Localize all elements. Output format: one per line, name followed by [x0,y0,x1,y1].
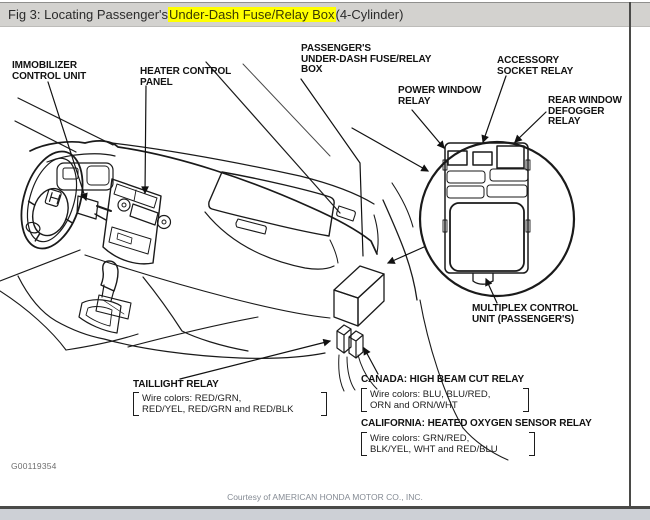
label-heater-control-panel: HEATER CONTROL PANEL [140,66,232,88]
note-canada-wire-colors: Wire colors: BLU, BLU/RED, ORN and ORN/WHT [361,388,529,412]
figure-title-prefix: Fig 3: Locating Passenger's [8,7,169,22]
label-canada-high-beam-cut-relay: CANADA: HIGH BEAM CUT RELAY [361,374,525,385]
right-frame-border [629,2,631,507]
glove-box [205,172,355,269]
leader-canada-relay [364,348,378,374]
side-vent [337,206,356,221]
label-multiplex-control-unit: MULTIPLEX CONTROL UNIT (PASSENGER'S) [472,303,579,325]
instrument-cluster [57,163,113,190]
note-taillight-wire-colors: Wire colors: RED/GRN, RED/YEL, RED/GRN and RED/BLK [133,392,327,416]
label-rear-window-defogger-relay: REAR WINDOW DEFOGGER RELAY [548,95,622,127]
fuse-box-detail [443,143,530,284]
console-shifter [0,250,325,358]
bottom-strip [0,509,650,520]
label-power-window-relay: POWER WINDOW RELAY [398,85,482,107]
floor-lines [0,255,330,350]
center-stack-heater-panel [103,179,171,264]
leader-power-window [412,110,444,148]
figure-title-bar [0,2,650,27]
label-immobilizer-control-unit: IMMOBILIZER CONTROL UNIT [12,60,87,82]
label-california-heated-oxygen-sensor-relay: CALIFORNIA: HEATED OXYGEN SENSOR RELAY [361,418,592,429]
leader-accessory [483,76,506,142]
leader-rear-defogger [515,112,546,142]
courtesy-line: Courtesy of AMERICAN HONDA MOTOR CO., INC. [227,492,423,502]
callout-circle [420,142,574,296]
power-window-relay-slot [448,151,467,165]
note-california-wire-colors: Wire colors: GRN/RED, BLK/YEL, WHT and RED/BLU [361,432,535,456]
leader-circle-to-box [388,247,424,263]
label-taillight-relay: TAILLIGHT RELAY [133,379,219,390]
steering-column [77,196,111,220]
leader-heater [145,86,146,193]
figure-title-suffix: (4-Cylinder) [335,7,404,22]
under-dash-fuse-relay-box [334,266,384,326]
accessory-socket-relay-slot [473,152,492,165]
steering-wheel [11,144,94,256]
leader-immobilizer [48,82,86,200]
label-accessory-socket-relay: ACCESSORY SOCKET RELAY [497,55,574,77]
leader-passenger-box [301,79,363,256]
figure-id: G00119354 [11,461,57,471]
label-passenger-underdash-box: PASSENGER'S UNDER-DASH FUSE/RELAY BOX [301,43,432,75]
leader-lines [48,76,546,379]
leader-passenger-box-circle [352,128,428,171]
leader-taillight [180,341,330,379]
leader-multiplex [486,279,497,303]
shift-knob [101,261,118,291]
multiplex-control-unit [450,203,524,271]
figure-title-highlight: Under-Dash Fuse/Relay Box [169,7,335,22]
rear-defogger-relay-slot [497,146,524,168]
honda-logo-icon [45,189,62,207]
